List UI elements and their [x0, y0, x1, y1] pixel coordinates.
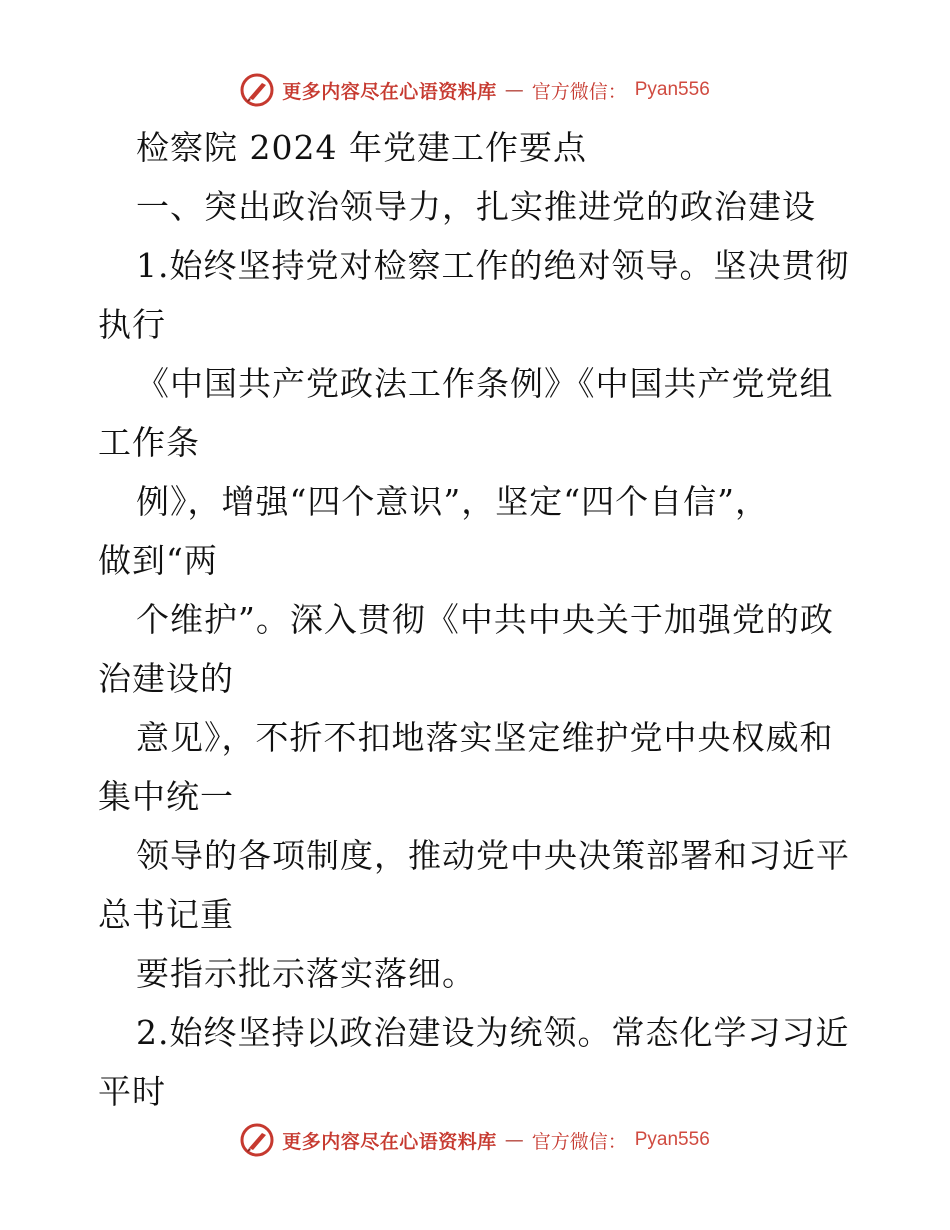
paragraph-line: 要指示批示落实落细。: [136, 954, 476, 993]
watermark-wechat-id: Pyan556: [634, 1129, 710, 1150]
section-heading: 一、突出政治领导力，扎实推进党的政治建设: [136, 187, 816, 226]
paragraph-line: 做到“两: [98, 541, 218, 580]
paragraph-line: 工作条: [98, 423, 200, 462]
watermark-wechat-label: 官方微信：: [531, 80, 627, 103]
quill-logo-icon: [240, 1123, 274, 1157]
paragraph-line: 个维护”。深入贯彻《中共中央关于加强党的政: [136, 600, 834, 639]
paragraph-line: 2.始终坚持以政治建设为统领。常态化学习习近: [136, 1013, 850, 1052]
header-watermark: [0, 68, 950, 112]
paragraph-line: 1.始终坚持党对检察工作的绝对领导。坚决贯彻: [136, 246, 850, 285]
quill-logo-icon: [240, 73, 274, 107]
watermark-separator: —: [504, 79, 524, 101]
watermark-separator: —: [504, 1129, 524, 1151]
document-body: [98, 118, 858, 1121]
footer-watermark: [0, 1118, 950, 1162]
paragraph-line: 意见》，不折不扣地落实坚定维护党中央权威和: [136, 718, 834, 757]
paragraph-line: 平时: [98, 1072, 166, 1111]
paragraph-line: 集中统一: [98, 777, 234, 816]
paragraph-line: 执行: [98, 305, 166, 344]
paragraph-line: 治建设的: [98, 659, 234, 698]
paragraph-line: 总书记重: [98, 895, 234, 934]
watermark-wechat-label: 官方微信：: [531, 1130, 627, 1153]
document-title: 检察院 2024 年党建工作要点: [136, 128, 587, 167]
watermark-text: 更多内容尽在心语资料库: [282, 80, 497, 103]
paragraph-line: 领导的各项制度，推动党中央决策部署和习近平: [136, 836, 850, 875]
watermark-wechat-id: Pyan556: [634, 79, 710, 100]
paragraph-line: 《中国共产党政法工作条例》《中国共产党党组: [136, 364, 834, 403]
paragraph-line: 例》，增强“四个意识”，坚定“四个自信”，: [136, 482, 769, 521]
watermark-text: 更多内容尽在心语资料库: [282, 1130, 497, 1153]
